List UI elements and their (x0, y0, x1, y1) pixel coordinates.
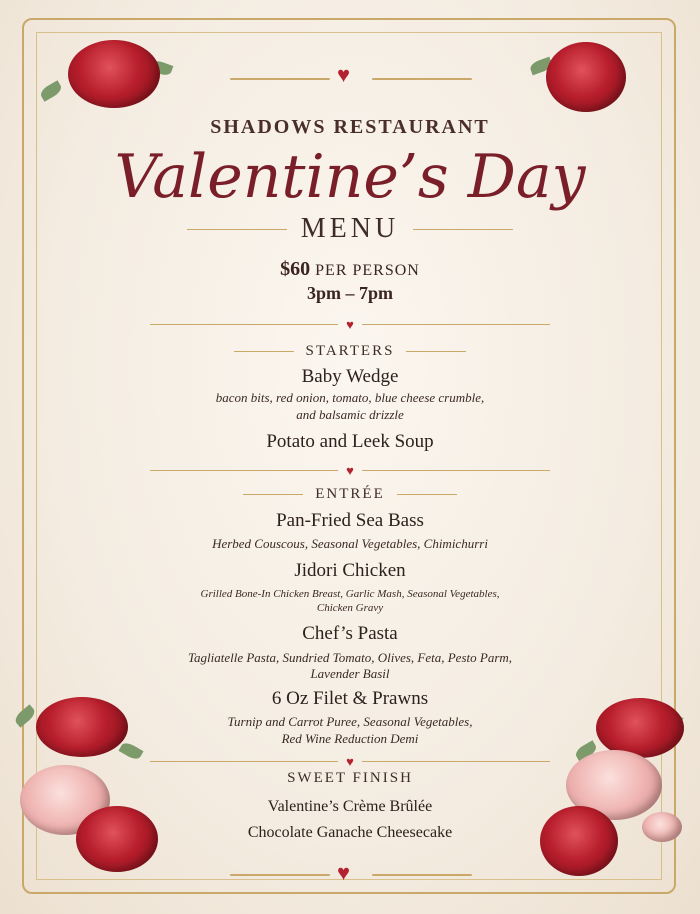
price-line (60, 258, 640, 281)
dish-description: bacon bits, red onion, tomato, blue cheese crumble, (215, 390, 485, 405)
dish-description: Lavender Basil (310, 666, 390, 681)
ornament-divider (150, 754, 550, 768)
price-amount: $60 (280, 258, 311, 280)
restaurant-name: SHADOWS RESTAURANT (210, 116, 490, 138)
bottom-heart-icon: ♥ (337, 860, 351, 885)
divider (150, 470, 338, 471)
heart-icon: ♥ (346, 316, 354, 332)
dish-description: and balsamic drizzle (296, 407, 404, 422)
dish-description: Grilled Bone-In Chicken Breast, Garlic Mash, Seasonal Vegetables, (200, 588, 500, 600)
dish-name: Potato and Leek Soup (266, 431, 434, 452)
heart-icon: ♥ (346, 462, 354, 478)
service-hours: 3pm – 7pm (306, 283, 393, 303)
dish-name: Chef’s Pasta (302, 623, 398, 644)
dish-name: Jidori Chicken (294, 560, 406, 581)
section-title: STARTERS (305, 342, 395, 359)
dish-description: Herbed Couscous, Seasonal Vegetables, Chimichurri (212, 536, 488, 551)
ornament-divider (150, 463, 550, 477)
dish-name: Baby Wedge (301, 366, 399, 387)
menu-content (60, 0, 640, 914)
top-heart-icon: ♥ (337, 62, 351, 87)
divider (362, 470, 550, 471)
price-suffix: PER PERSON (315, 262, 420, 279)
dish-description: Red Wine Reduction Demi (281, 731, 419, 746)
menu-subtitle-row (60, 212, 640, 246)
divider (234, 351, 294, 352)
divider (362, 324, 550, 325)
dish-name: Pan-Fried Sea Bass (276, 510, 424, 531)
section-header-entree (60, 483, 640, 505)
divider (150, 324, 338, 325)
dish-description: Tagliatelle Pasta, Sundried Tomato, Olives, Feta, Pesto Parm, (187, 650, 513, 665)
section-title: ENTRÉE (315, 485, 385, 502)
dish-name: Chocolate Ganache Cheesecake (247, 824, 453, 841)
ornament-divider (150, 317, 550, 331)
divider (187, 229, 287, 230)
pink-rose-icon (642, 812, 682, 842)
divider (243, 494, 303, 495)
dish-description: Chicken Gravy (316, 602, 384, 614)
divider (413, 229, 513, 230)
divider (150, 761, 338, 762)
divider (362, 761, 550, 762)
section-title-sweet-finish: SWEET FINISH (287, 770, 413, 786)
dish-name: 6 Oz Filet & Prawns (271, 688, 429, 709)
dish-description: Turnip and Carrot Puree, Seasonal Vegetables, (227, 714, 473, 729)
heart-icon: ♥ (346, 753, 354, 769)
menu-subtitle: MENU (300, 213, 400, 244)
dish-name: Valentine’s Crème Brûlée (267, 798, 433, 815)
divider (397, 494, 457, 495)
divider (406, 351, 466, 352)
section-header-starters (60, 340, 640, 362)
menu-title: Valentine’s Day (114, 142, 586, 212)
